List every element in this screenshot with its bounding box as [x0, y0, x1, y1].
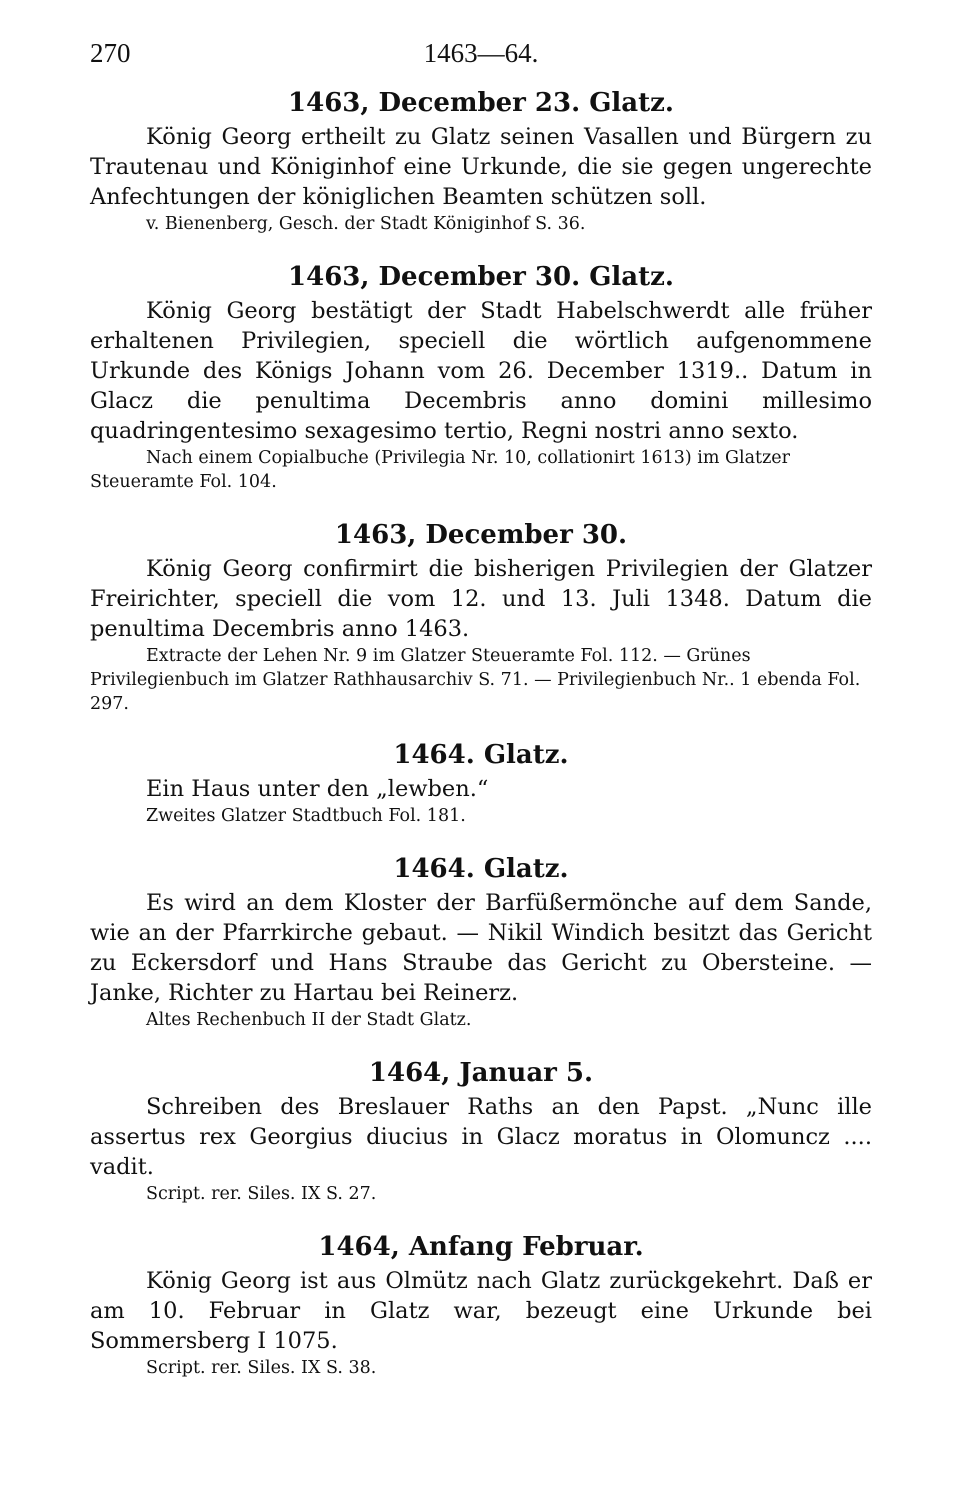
running-title: 1463—64. — [423, 38, 539, 68]
entry-heading: 1463, December 30. Glatz. — [288, 262, 674, 292]
entry-heading: 1464. Glatz. — [393, 740, 569, 770]
entry-body: Ein Haus unter den „lewben.“ — [146, 776, 489, 802]
document-page — [90, 28, 872, 1380]
entry-1463-12-30-habelschwerdt — [90, 260, 872, 494]
entry-source: v. Bienenberg, Gesch. der Stadt Königinhof S. 36. — [146, 214, 586, 234]
entry-source: Nach einem Copialbuche (Privilegia Nr. 10, collationirt 1613) im Glatzer Steueramte Fol. 104. — [90, 448, 791, 492]
entry-source: Zweites Glatzer Stadtbuch Fol. 181. — [146, 806, 466, 826]
entry-1463-12-30-freirichter — [90, 518, 872, 716]
entry-body: König Georg ist aus Olmütz nach Glatz zurückgekehrt. Daß er am 10. Februar in Glatz war, bezeugt eine Urkunde bei Sommersberg I 1075. — [90, 1268, 872, 1354]
entry-heading: 1463, December 30. — [334, 520, 628, 550]
entry-1464-haus — [90, 738, 872, 828]
entry-body: König Georg ertheilt zu Glatz seinen Vasallen und Bürgern zu Trautenau und Königinhof eine Urkunde, die sie gegen ungerechte Anfechtungen der königlichen Beamten schützen soll. — [90, 124, 872, 210]
entry-source: Altes Rechenbuch II der Stadt Glatz. — [146, 1010, 472, 1030]
entry-heading: 1463, December 23. Glatz. — [288, 88, 674, 118]
entry-heading: 1464, Anfang Februar. — [318, 1232, 644, 1262]
entry-heading: 1464, Januar 5. — [368, 1058, 594, 1088]
entry-1464-01-05 — [90, 1056, 872, 1206]
running-header — [90, 28, 872, 76]
entry-body: Schreiben des Breslauer Raths an den Papst. „Nunc ille assertus rex Georgius diucius in Glacz moratus in Olomuncz .... vadit. — [90, 1094, 872, 1180]
page-number: 270 — [90, 38, 131, 68]
entry-source: Extracte der Lehen Nr. 9 im Glatzer Steueramte Fol. 112. — Grünes Privilegienbuch im Glatzer Rathhausarchiv S. 71. — Privilegienbuch Nr.. 1 ebenda Fol. 297. — [90, 646, 861, 714]
entry-heading: 1464. Glatz. — [393, 854, 569, 884]
entry-1464-kloster — [90, 852, 872, 1032]
entry-body: König Georg confirmirt die bisherigen Privilegien der Glatzer Freirichter, speciell die vom 12. und 13. Juli 1348. Datum die penultima Decembris anno 1463. — [90, 556, 872, 642]
entry-body: Es wird an dem Kloster der Barfüßermönche auf dem Sande, wie an der Pfarrkirche gebaut. — Nikil Windich besitzt das Gericht zu Eckersdorf und Hans Straube das Gericht zu Obersteine. — Janke, Richter zu Hartau bei Reinerz. — [90, 890, 872, 1006]
entry-1463-12-23 — [90, 86, 872, 236]
entry-1464-februar — [90, 1230, 872, 1380]
entry-source: Script. rer. Siles. IX S. 27. — [146, 1184, 377, 1204]
entry-body: König Georg bestätigt der Stadt Habelschwerdt alle früher erhaltenen Privilegien, speciell die wörtlich aufgenommene Urkunde des Königs Johann vom 26. December 1319.. Datum in Glacz die penultima Decembris anno domini millesimo quadringentesimo sexagesimo tertio, Regni nostri anno sexto. — [90, 298, 872, 444]
entry-source: Script. rer. Siles. IX S. 38. — [146, 1358, 377, 1378]
